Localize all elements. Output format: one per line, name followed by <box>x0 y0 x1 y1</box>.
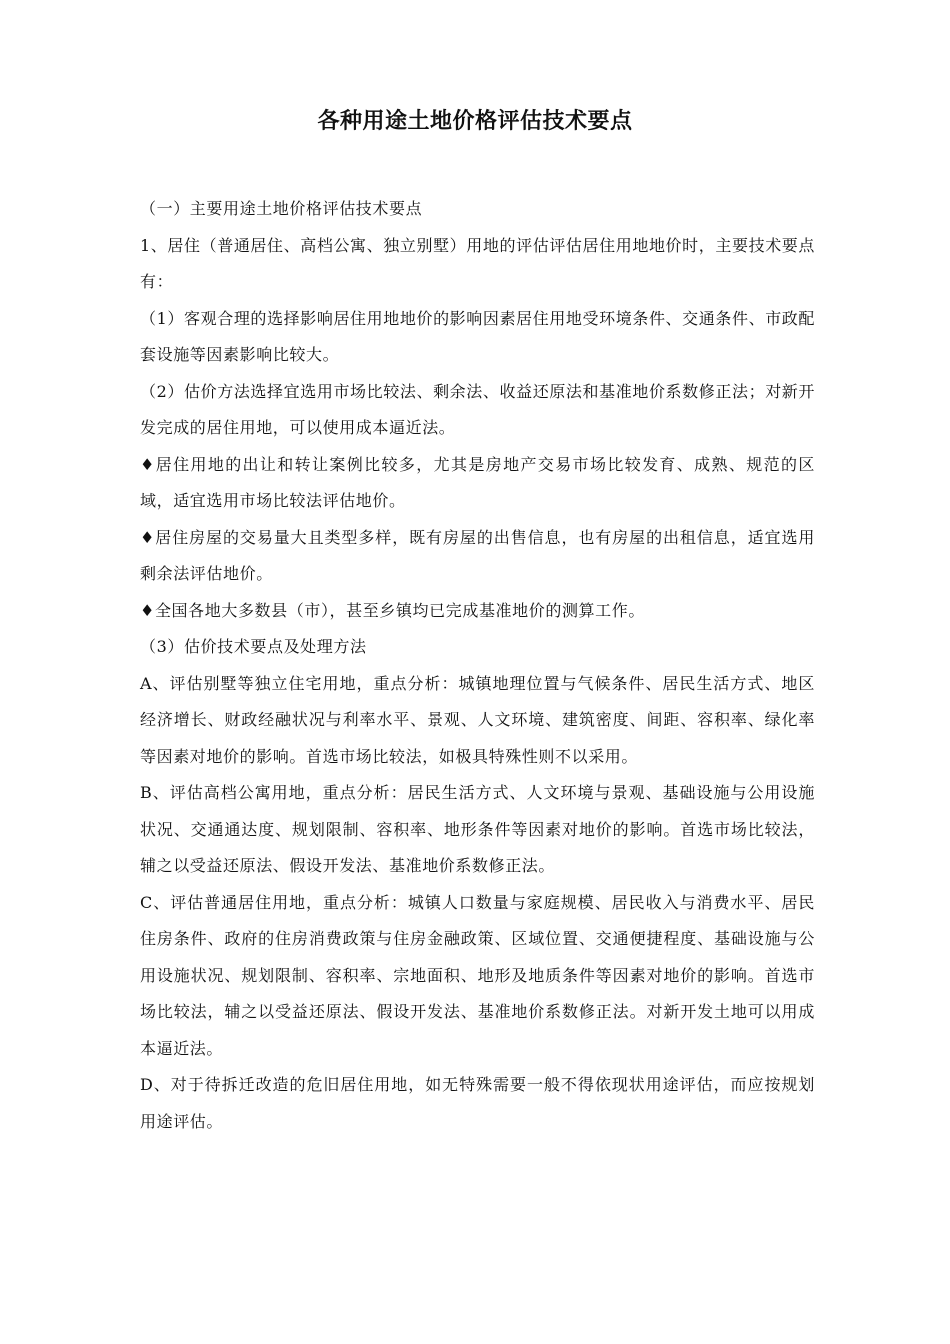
paragraph-point-2: （2）估价方法选择宜选用市场比较法、剩余法、收益还原法和基准地价系数修正法；对新开发完成的居住用地，可以使用成本逼近法。 <box>140 381 815 437</box>
document-body <box>140 191 815 1140</box>
paragraph-item-a: A、评估别墅等独立住宅用地，重点分析：城镇地理位置与气候条件、居民生活方式、地区经济增长、财政经融状况与利率水平、景观、人文环境、建筑密度、间距、容积率、绿化率等因素对地价的影响。首选市场比较法，如极具特殊性则不以采用。 <box>140 673 815 766</box>
paragraph-item-d: D、对于待拆迁改造的危旧居住用地，如无特殊需要一般不得依现状用途评估，而应按规划用途评估。 <box>140 1075 815 1131</box>
paragraph-point-3: （3）估价技术要点及处理方法 <box>140 637 367 656</box>
paragraph-item-c: C、评估普通居住用地，重点分析：城镇人口数量与家庭规模、居民收入与消费水平、居民住房条件、政府的住房消费政策与住房金融政策、区域位置、交通便捷程度、基础设施与公用设施状况、规划限制、容积率、宗地面积、地形及地质条件等因素对地价的影响。首选市场比较法，辅之以受益还原法、假设开发法、基准地价系数修正法。对新开发土地可以用成本逼近法。 <box>140 892 815 1058</box>
section-heading: （一）主要用途土地价格评估技术要点 <box>140 199 423 218</box>
bullet-item-market-comparison: ♦居住用地的出让和转让案例比较多，尤其是房地产交易市场比较发育、成熟、规范的区域，适宜选用市场比较法评估地价。 <box>140 454 815 510</box>
paragraph-item-b: B、评估高档公寓用地，重点分析：居民生活方式、人文环境与景观、基础设施与公用设施状况、交通通达度、规划限制、容积率、地形条件等因素对地价的影响。首选市场比较法，辅之以受益还原法、假设开发法、基准地价系数修正法。 <box>140 783 815 875</box>
bullet-item-residual-method: ♦居住房屋的交易量大且类型多样，既有房屋的出售信息，也有房屋的出租信息，适宜选用剩余法评估地价。 <box>140 527 815 583</box>
paragraph-residential-intro: 1、居住（普通居住、高档公寓、独立别墅）用地的评估评估居住用地地价时，主要技术要点有： <box>140 235 815 291</box>
document-title: 各种用途土地价格评估技术要点 <box>317 109 633 134</box>
paragraph-point-1: （1）客观合理的选择影响居住用地地价的影响因素居住用地受环境条件、交通条件、市政配套设施等因素影响比较大。 <box>140 308 815 364</box>
bullet-item-benchmark-price: ♦全国各地大多数县（市），甚至乡镇均已完成基准地价的测算工作。 <box>140 600 645 620</box>
